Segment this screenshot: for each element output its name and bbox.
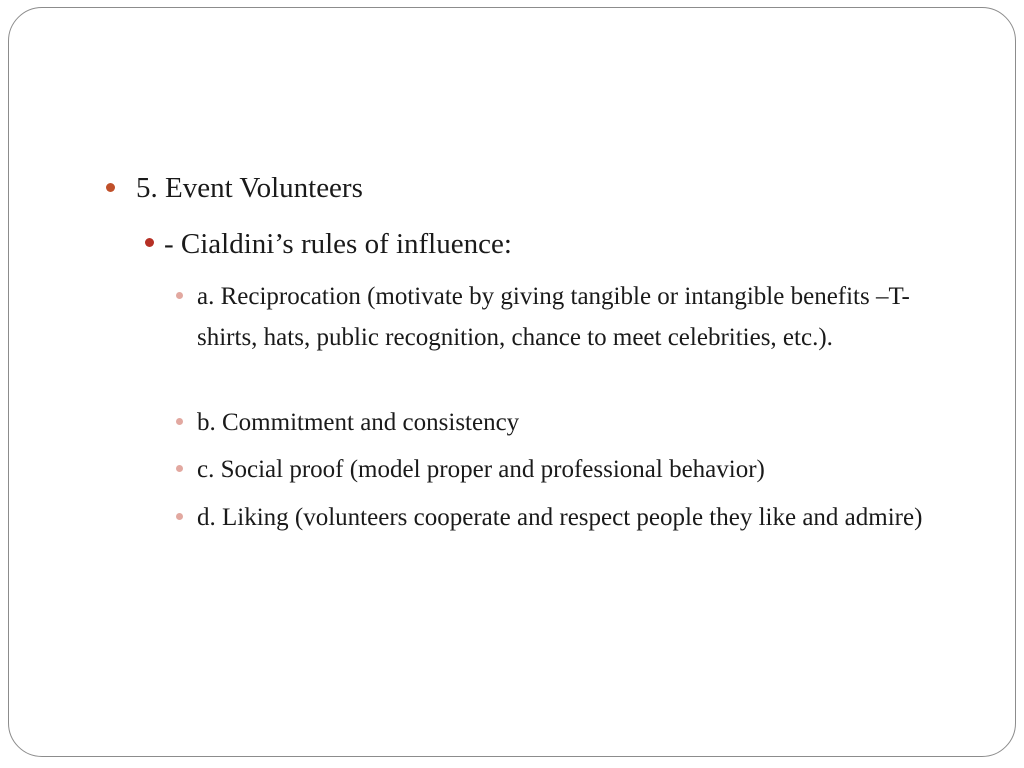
bullet-item-commitment (176, 402, 936, 443)
bullet-text: - Cialdini’s rules of influence: (164, 228, 512, 260)
bullet-item-level1 (106, 170, 363, 206)
bullet-dot-icon (106, 183, 115, 192)
bullet-dot-icon (176, 513, 183, 520)
bullet-dot-icon (145, 238, 154, 247)
bullet-dot-icon (176, 418, 183, 425)
bullet-item-social-proof (176, 449, 936, 490)
bullet-text: 5. Event Volunteers (136, 172, 363, 204)
bullet-item-liking (176, 497, 936, 538)
bullet-text: b. Commitment and consistency (197, 409, 520, 436)
bullet-text: c. Social proof (model proper and professional behavior) (197, 456, 765, 483)
bullet-text: a. Reciprocation (motivate by giving tangible or intangible benefits –T-shirts, hats, public recognition, chance to meet celebrities, etc.). (197, 283, 910, 351)
bullet-item-reciprocation (176, 276, 936, 358)
bullet-item-level2 (145, 225, 512, 263)
bullet-text: d. Liking (volunteers cooperate and respect people they like and admire) (197, 504, 923, 531)
bullet-dot-icon (176, 465, 183, 472)
bullet-dot-icon (176, 292, 183, 299)
